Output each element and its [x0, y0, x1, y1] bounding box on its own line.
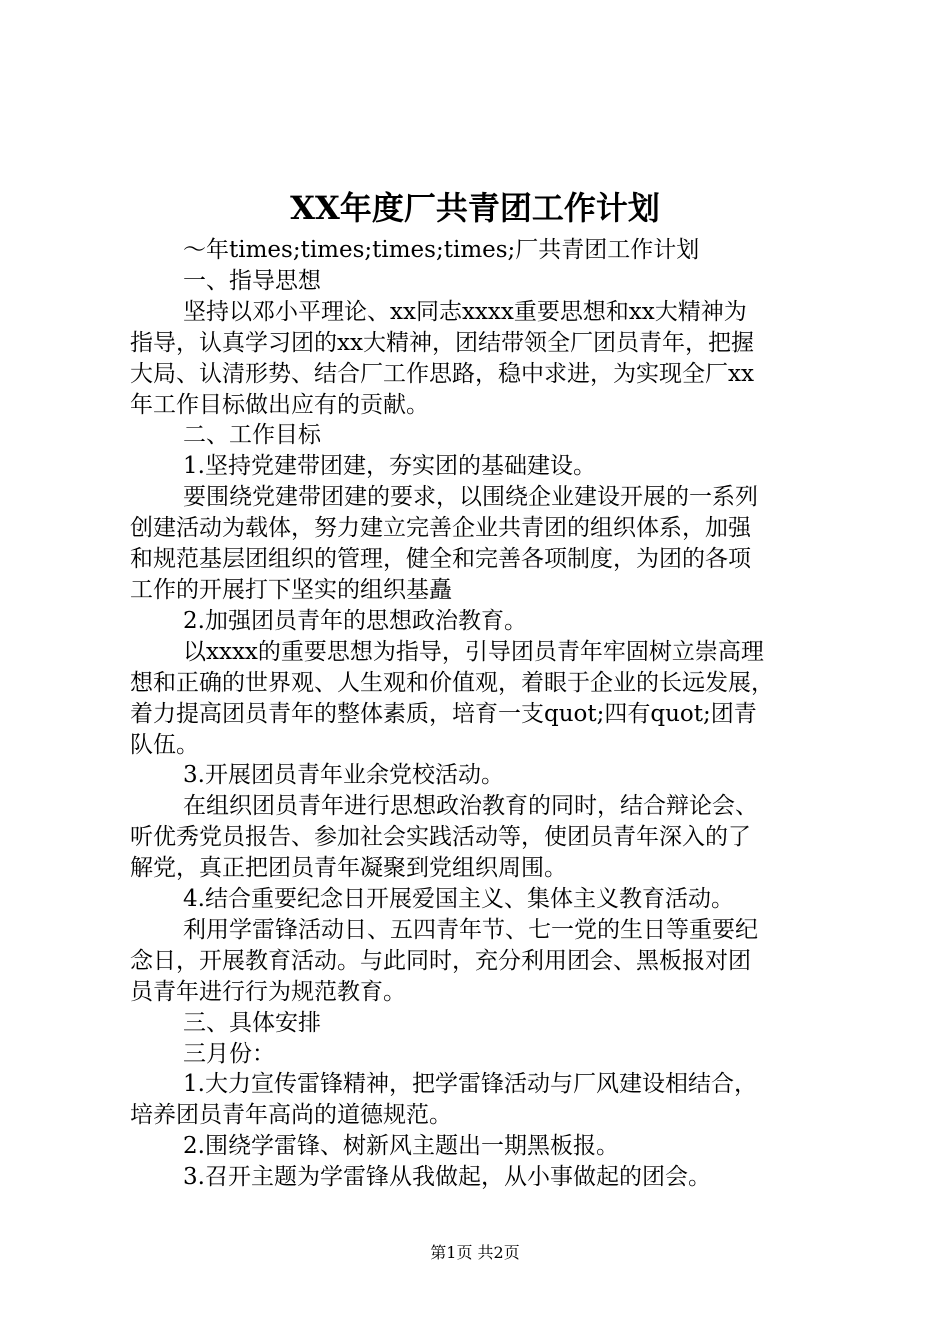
paragraph-line: 念日，开展教育活动。与此同时，充分利用团会、黑板报对团	[130, 947, 751, 974]
paragraph-line: 听优秀党员报告、参加社会实践活动等，使团员青年深入的了	[130, 824, 751, 851]
paragraph-line: 员青年进行行为规范教育。	[130, 978, 406, 1005]
list-item: 3.召开主题为学雷锋从我做起，从小事做起的团会。	[183, 1164, 711, 1191]
document-title: XX年度厂共青团工作计划	[290, 189, 660, 227]
paragraph-line: 要围绕党建带团建的要求，以围绕企业建设开展的一系列	[183, 484, 758, 511]
paragraph-line: 以xxxx的重要思想为指导，引导团员青年牢固树立崇高理	[183, 638, 764, 665]
month-heading: 三月份：	[183, 1040, 275, 1067]
list-item: 1.大力宣传雷锋精神，把学雷锋活动与厂风建设相结合，	[183, 1071, 757, 1098]
paragraph-line: 年工作目标做出应有的贡献。	[130, 391, 429, 418]
paragraph-line: 利用学雷锋活动日、五四青年节、七一党的生日等重要纪	[183, 916, 758, 943]
paragraph-line: 想和正确的世界观、人生观和价值观，着眼于企业的长远发展，	[130, 669, 774, 696]
paragraph-line: 解党，真正把团员青年凝聚到党组织周围。	[130, 855, 567, 882]
paragraph-line: 在组织团员青年进行思想政治教育的同时，结合辩论会、	[183, 793, 758, 820]
paragraph-line: 和规范基层团组织的管理，健全和完善各项制度，为团的各项	[130, 546, 751, 573]
paragraph-line: 大局、认清形势、结合厂工作思路，稳中求进，为实现全厂xx	[130, 360, 754, 387]
paragraph-line: 队伍。	[130, 731, 199, 758]
section-heading: 二、工作目标	[183, 422, 321, 449]
list-item-heading: 4.结合重要纪念日开展爱国主义、集体主义教育活动。	[183, 886, 734, 913]
list-item-heading: 2.加强团员青年的思想政治教育。	[183, 607, 527, 634]
paragraph-line: 培养团员青年高尚的道德规范。	[130, 1102, 452, 1129]
list-item: 2.围绕学雷锋、树新风主题出一期黑板报。	[183, 1133, 619, 1160]
paragraph-line: ～年times;times;times;times;厂共青团工作计划	[183, 237, 700, 263]
paragraph-line: 工作的开展打下坚实的组织基矗	[130, 576, 452, 603]
section-heading: 一、指导思想	[183, 267, 321, 294]
paragraph-line: 着力提高团员青年的整体素质，培育一支quot;四有quot;团青	[130, 700, 757, 727]
list-item-heading: 3.开展团员青年业余党校活动。	[183, 762, 504, 789]
paragraph-line: 坚持以邓小平理论、xx同志xxxx重要思想和xx大精神为	[183, 298, 747, 325]
section-heading: 三、具体安排	[183, 1009, 321, 1036]
page-number: 第1页 共2页	[430, 1243, 520, 1262]
list-item-heading: 1.坚持党建带团建，夯实团的基础建设。	[183, 453, 596, 480]
paragraph-line: 指导，认真学习团的xx大精神，团结带领全厂团员青年，把握	[130, 329, 754, 356]
document-body	[130, 235, 830, 1193]
paragraph-line: 创建活动为载体，努力建立完善企业共青团的组织体系，加强	[130, 515, 751, 542]
